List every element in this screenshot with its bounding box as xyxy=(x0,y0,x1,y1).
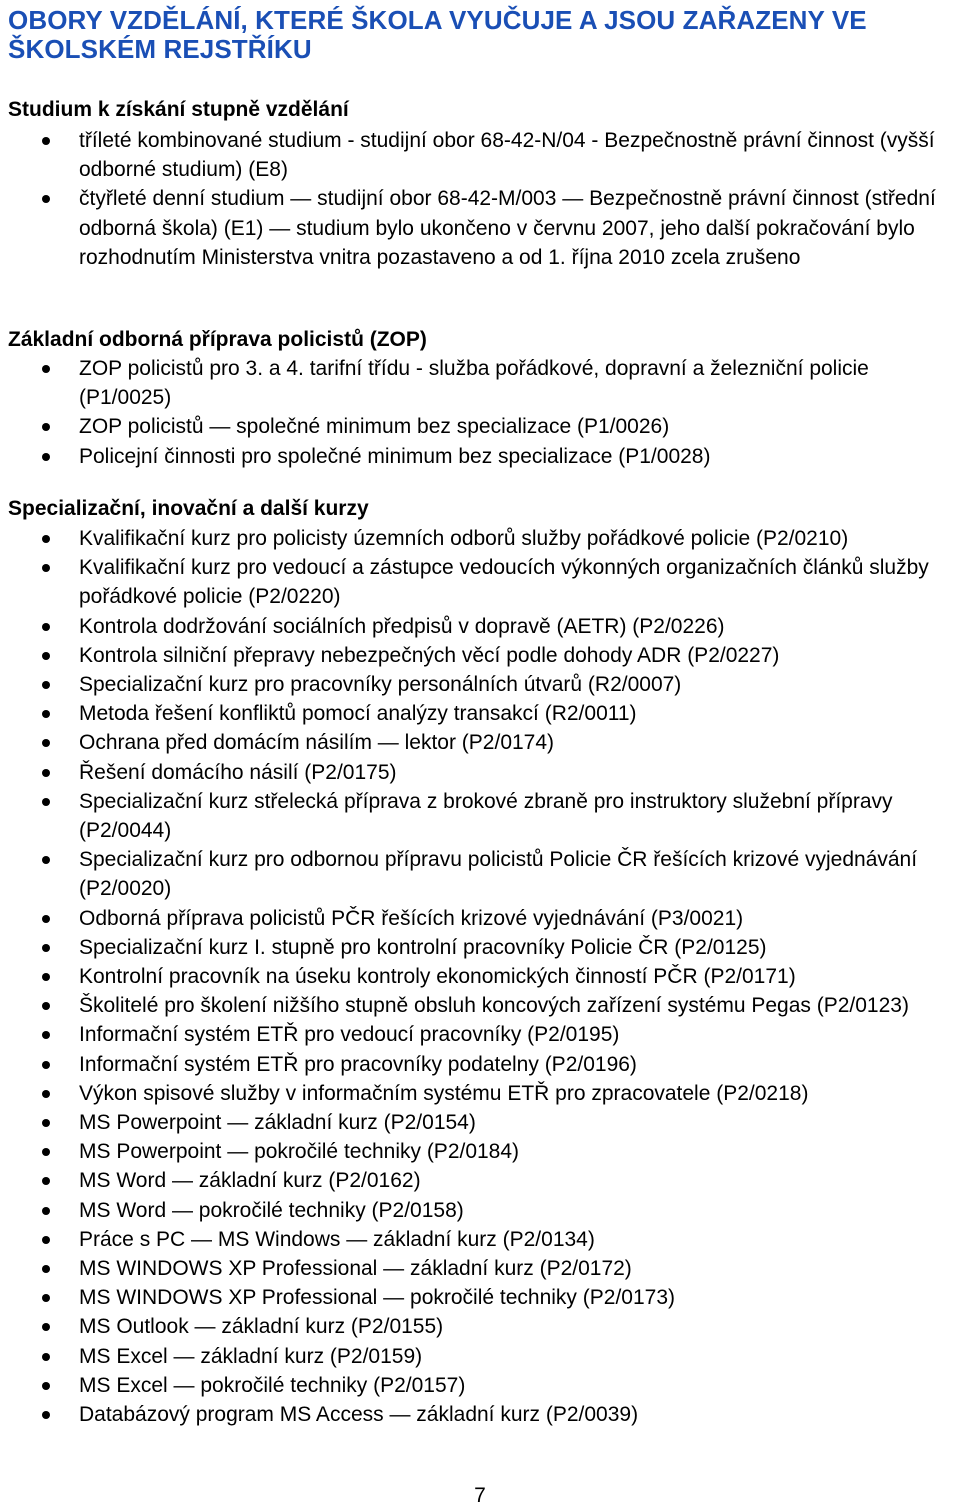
list-item: Specializační kurz střelecká příprava z brokové zbraně pro instruktory služební přípravy (P2/0044) xyxy=(0,787,960,845)
list-item: Kvalifikační kurz pro vedoucí a zástupce vedoucích výkonných organizačních článků služby pořádkové policie (P2/0220) xyxy=(0,553,960,611)
list-item: Specializační kurz I. stupně pro kontrolní pracovníky Policie ČR (P2/0125) xyxy=(0,933,960,962)
list-item: Kontrolní pracovník na úseku kontroly ekonomických činností PČR (P2/0171) xyxy=(0,962,960,991)
list-item: MS Outlook — základní kurz (P2/0155) xyxy=(0,1312,960,1341)
list-item: MS Excel — pokročilé techniky (P2/0157) xyxy=(0,1371,960,1400)
list-item: Specializační kurz pro pracovníky personálních útvarů (R2/0007) xyxy=(0,670,960,699)
list-item: Informační systém ETŘ pro pracovníky podatelny (P2/0196) xyxy=(0,1050,960,1079)
page-title: OBORY VZDĚLÁNÍ, KTERÉ ŠKOLA VYUČUJE A JSOU ZAŘAZENY VE ŠKOLSKÉM REJSTŘÍKU xyxy=(8,5,867,64)
list-item: Ochrana před domácím násilím — lektor (P2/0174) xyxy=(0,728,960,757)
list-item: ZOP policistů — společné minimum bez specializace (P1/0026) xyxy=(0,412,960,441)
list-item: Policejní činnosti pro společné minimum bez specializace (P1/0028) xyxy=(0,442,960,471)
list-item: Databázový program MS Access — základní kurz (P2/0039) xyxy=(0,1400,960,1429)
list-item: MS Word — pokročilé techniky (P2/0158) xyxy=(0,1196,960,1225)
list-item: Kontrola dodržování sociálních předpisů v dopravě (AETR) (P2/0226) xyxy=(0,612,960,641)
list-item: Výkon spisové služby v informačním systému ETŘ pro zpracovatele (P2/0218) xyxy=(0,1079,960,1108)
list-item: MS Word — základní kurz (P2/0162) xyxy=(0,1166,960,1195)
list-studium xyxy=(0,126,960,272)
list-item: ZOP policistů pro 3. a 4. tarifní třídu - služba pořádkové, dopravní a železniční policie (P1/0025) xyxy=(0,354,960,412)
list-item: MS WINDOWS XP Professional — pokročilé techniky (P2/0173) xyxy=(0,1283,960,1312)
list-item: MS Powerpoint — základní kurz (P2/0154) xyxy=(0,1108,960,1137)
list-item: Práce s PC — MS Windows — základní kurz (P2/0134) xyxy=(0,1225,960,1254)
section-heading-studium: Studium k získání stupně vzdělání xyxy=(8,98,349,121)
list-item: Kontrola silniční přepravy nebezpečných věcí podle dohody ADR (P2/0227) xyxy=(0,641,960,670)
list-item: MS WINDOWS XP Professional — základní kurz (P2/0172) xyxy=(0,1254,960,1283)
list-item: MS Powerpoint — pokročilé techniky (P2/0184) xyxy=(0,1137,960,1166)
section-heading-zop: Základní odborná příprava policistů (ZOP) xyxy=(8,328,427,351)
list-item: Informační systém ETŘ pro vedoucí pracovníky (P2/0195) xyxy=(0,1020,960,1049)
list-item: Metoda řešení konfliktů pomocí analýzy transakcí (R2/0011) xyxy=(0,699,960,728)
list-item: Specializační kurz pro odbornou přípravu policistů Policie ČR řešících krizové vyjednávání (P2/0020) xyxy=(0,845,960,903)
list-item: MS Excel — základní kurz (P2/0159) xyxy=(0,1342,960,1371)
list-item: Řešení domácího násilí (P2/0175) xyxy=(0,758,960,787)
section-heading-kurzy: Specializační, inovační a další kurzy xyxy=(8,497,369,520)
list-kurzy xyxy=(0,524,960,1429)
list-item: Školitelé pro školení nižšího stupně obsluh koncových zařízení systému Pegas (P2/0123) xyxy=(0,991,960,1020)
list-zop xyxy=(0,354,960,471)
page-number: 7 xyxy=(474,1484,486,1507)
list-item: Odborná příprava policistů PČR řešících krizové vyjednávání (P3/0021) xyxy=(0,904,960,933)
list-item: čtyřleté denní studium — studijní obor 68-42-M/003 — Bezpečnostně právní činnost (střední odborná škola) (E1) — studium bylo ukončeno v červnu 2007, jeho další pokračování bylo rozhodnutím Ministerstva vnitra pozastaveno a od 1. října 2010 zcela zrušeno xyxy=(0,184,960,272)
list-item: Kvalifikační kurz pro policisty územních odborů služby pořádkové policie (P2/0210) xyxy=(0,524,960,553)
list-item: tříleté kombinované studium - studijní obor 68-42-N/04 - Bezpečnostně právní činnost (vyšší odborné studium) (E8) xyxy=(0,126,960,184)
